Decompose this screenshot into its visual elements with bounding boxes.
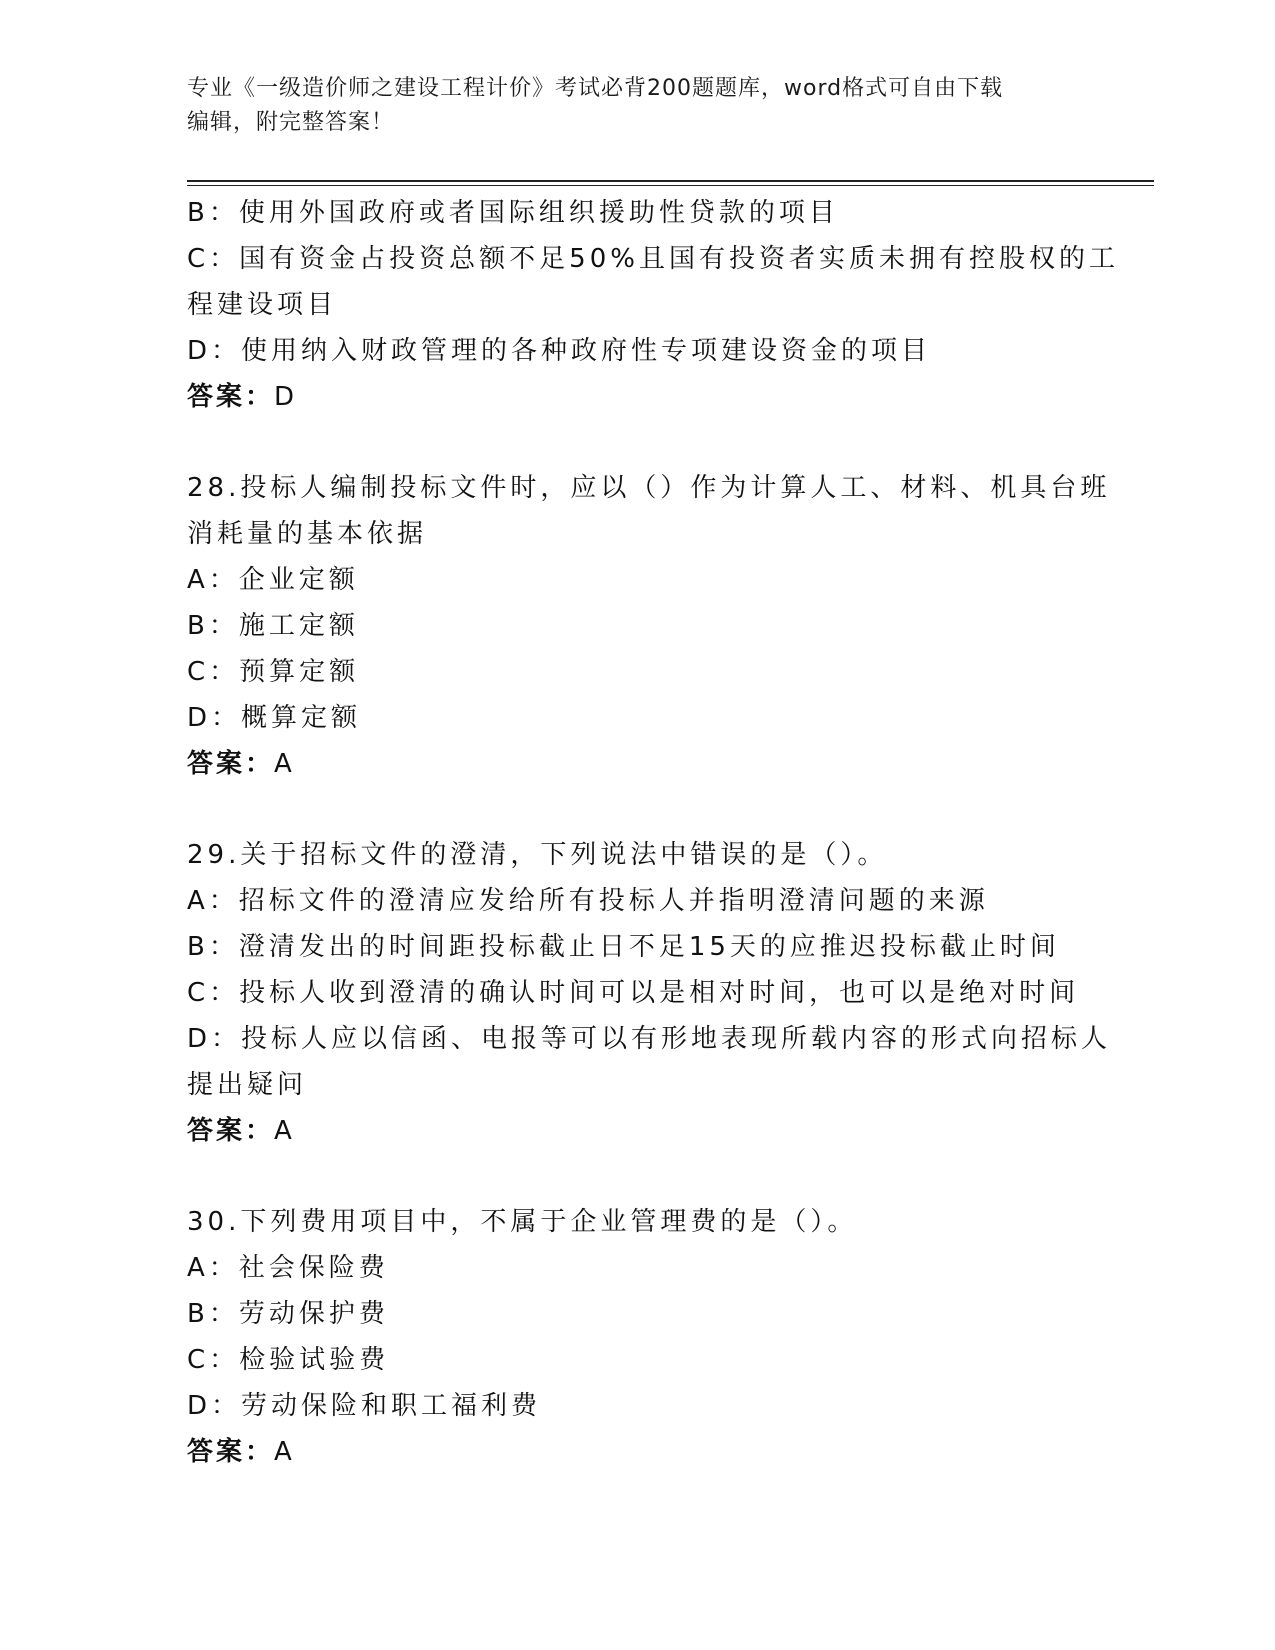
option-c: C：检验试验费 [187,1345,390,1375]
option-c: C：国有资金占投资总额不足50%且国有投资者实质未拥有控股权的工 [187,244,1119,274]
question-stem: 30.下列费用项目中，不属于企业管理费的是（）。 [187,1207,858,1237]
option-b: B：劳动保护费 [187,1299,389,1329]
answer-label: 答案： [187,382,275,412]
answer-label: 答案： [187,1437,275,1467]
answer-label: 答案： [187,749,275,779]
header-title-line-1: 专业《一级造价师之建设工程计价》考试必背200题题库，word格式可自由下载 [187,76,1004,101]
option-c: C：投标人收到澄清的确认时间可以是相对时间，也可以是绝对时间 [187,978,1080,1008]
answer-value: D [274,382,298,412]
option-d: D：使用纳入财政管理的各种政府性专项建设资金的项目 [187,336,932,366]
option-b: B：澄清发出的时间距投标截止日不足15天的应推迟投标截止时间 [187,932,1060,962]
option-b: B：施工定额 [187,611,359,641]
header-title-line-2: 编辑，附完整答案！ [187,110,395,135]
option-d: D：劳动保险和职工福利费 [187,1391,542,1421]
question-29 [187,832,1112,1154]
option-c: C：预算定额 [187,657,360,687]
option-a: A：企业定额 [187,565,359,595]
option-c-wrap: 程建设项目 [187,290,338,320]
option-d: D：投标人应以信函、电报等可以有形地表现所载内容的形式向招标人 [187,1024,1112,1054]
question-28 [187,465,1111,787]
question-stem-wrap: 消耗量的基本依据 [187,519,428,549]
question-stem: 28.投标人编制投标文件时，应以（）作为计算人工、材料、机具台班 [187,473,1111,503]
question-stem: 29.关于招标文件的澄清，下列说法中错误的是（）。 [187,840,888,870]
header-divider-thick [187,180,1154,182]
question-27-continuation [187,190,1119,420]
option-a: A：招标文件的澄清应发给所有投标人并指明澄清问题的来源 [187,886,989,916]
answer-label: 答案： [187,1116,275,1146]
question-30 [187,1199,1087,1475]
option-d: D：概算定额 [187,703,362,733]
option-a: A：社会保险费 [187,1253,389,1283]
question-list [187,190,1119,1475]
option-b: B：使用外国政府或者国际组织援助性贷款的项目 [187,198,839,228]
answer-line [187,1108,1087,1154]
answer-value: A [274,1116,295,1146]
header-divider-thin [187,185,1154,186]
answer-value: A [274,749,295,779]
answer-line [187,1429,1087,1475]
page-header [187,72,1067,140]
answer-line [187,374,1087,420]
answer-value: A [274,1437,295,1467]
answer-line [187,741,1087,787]
option-d-wrap: 提出疑问 [187,1070,308,1100]
